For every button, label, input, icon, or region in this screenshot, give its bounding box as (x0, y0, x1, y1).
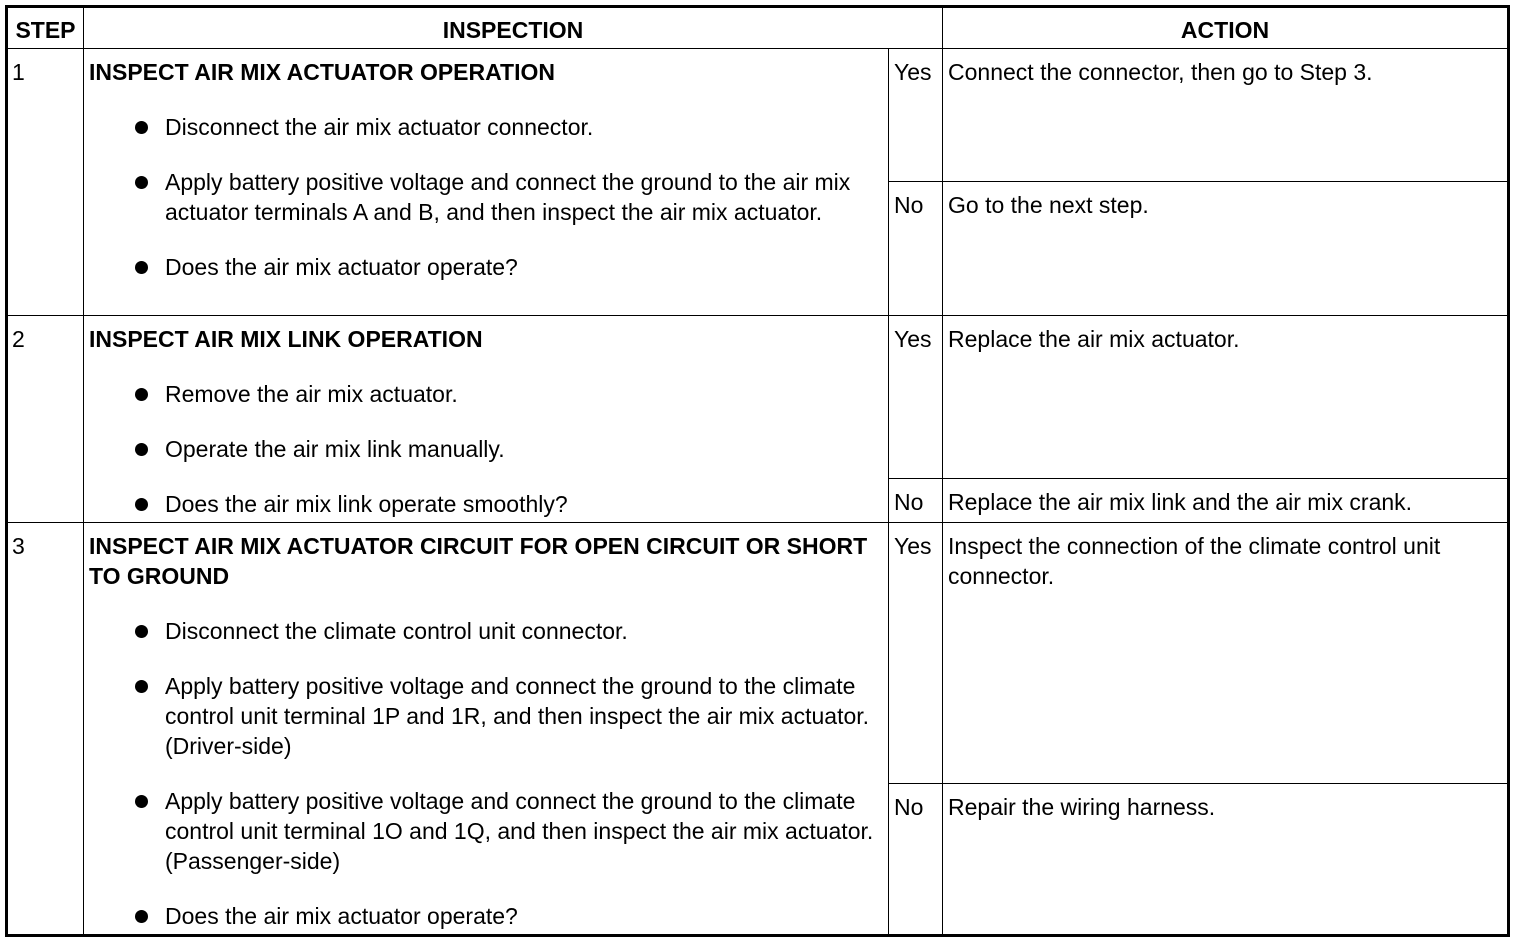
no-label: No (889, 182, 943, 316)
yes-label: Yes (889, 49, 943, 182)
header-row (7, 7, 1509, 49)
list-item: Does the air mix link operate smoothly? (135, 489, 883, 519)
list-item: Operate the air mix link manually. (135, 434, 883, 464)
diagnostic-table (5, 5, 1510, 937)
list-item: Apply battery positive voltage and connect the ground to the air mix actuator terminals A and B, and then inspect the air mix actuator. (135, 167, 883, 227)
bullet-icon (135, 443, 148, 456)
yes-action: Replace the air mix actuator. (943, 316, 1509, 479)
bullet-list (89, 379, 883, 519)
step-title: INSPECT AIR MIX ACTUATOR OPERATION (89, 59, 555, 85)
bullet-icon (135, 680, 148, 693)
list-item: Disconnect the air mix actuator connector. (135, 112, 883, 142)
bullet-icon (135, 261, 148, 274)
bullet-icon (135, 625, 148, 638)
bullet-icon (135, 498, 148, 511)
step-number: 1 (7, 49, 84, 316)
inspection-cell (84, 49, 889, 316)
bullet-icon (135, 121, 148, 134)
step-number: 3 (7, 523, 84, 936)
list-item: Does the air mix actuator operate? (135, 901, 883, 931)
header-inspection: INSPECTION (84, 7, 943, 49)
table-row (7, 523, 1509, 784)
list-item: Apply battery positive voltage and connect the ground to the climate control unit terminal 1O and 1Q, and then inspect the air mix actuator. (Passenger-side) (135, 786, 883, 876)
yes-action: Inspect the connection of the climate control unit connector. (943, 523, 1509, 784)
bullet-icon (135, 176, 148, 189)
no-action: Go to the next step. (943, 182, 1509, 316)
yes-label: Yes (889, 523, 943, 784)
header-step: STEP (7, 7, 84, 49)
header-action: ACTION (943, 7, 1509, 49)
bullet-icon (135, 910, 148, 923)
step-number: 2 (7, 316, 84, 523)
inspection-cell (84, 316, 889, 523)
list-item: Apply battery positive voltage and connect the ground to the climate control unit terminal 1P and 1R, and then inspect the air mix actuator. (Driver-side) (135, 671, 883, 761)
list-item: Disconnect the climate control unit connector. (135, 616, 883, 646)
bullet-icon (135, 388, 148, 401)
table-row (7, 316, 1509, 479)
bullet-icon (135, 795, 148, 808)
list-item: Remove the air mix actuator. (135, 379, 883, 409)
step-title: INSPECT AIR MIX ACTUATOR CIRCUIT FOR OPEN CIRCUIT OR SHORT TO GROUND (89, 533, 868, 589)
no-label: No (889, 479, 943, 523)
yes-action: Connect the connector, then go to Step 3. (943, 49, 1509, 182)
no-label: No (889, 784, 943, 936)
yes-label: Yes (889, 316, 943, 479)
list-item: Does the air mix actuator operate? (135, 252, 883, 282)
step-title: INSPECT AIR MIX LINK OPERATION (89, 326, 483, 352)
bullet-list (89, 112, 883, 282)
bullet-list (89, 616, 883, 931)
no-action: Repair the wiring harness. (943, 784, 1509, 936)
table-row (7, 49, 1509, 182)
inspection-cell (84, 523, 889, 936)
no-action: Replace the air mix link and the air mix crank. (943, 479, 1509, 523)
